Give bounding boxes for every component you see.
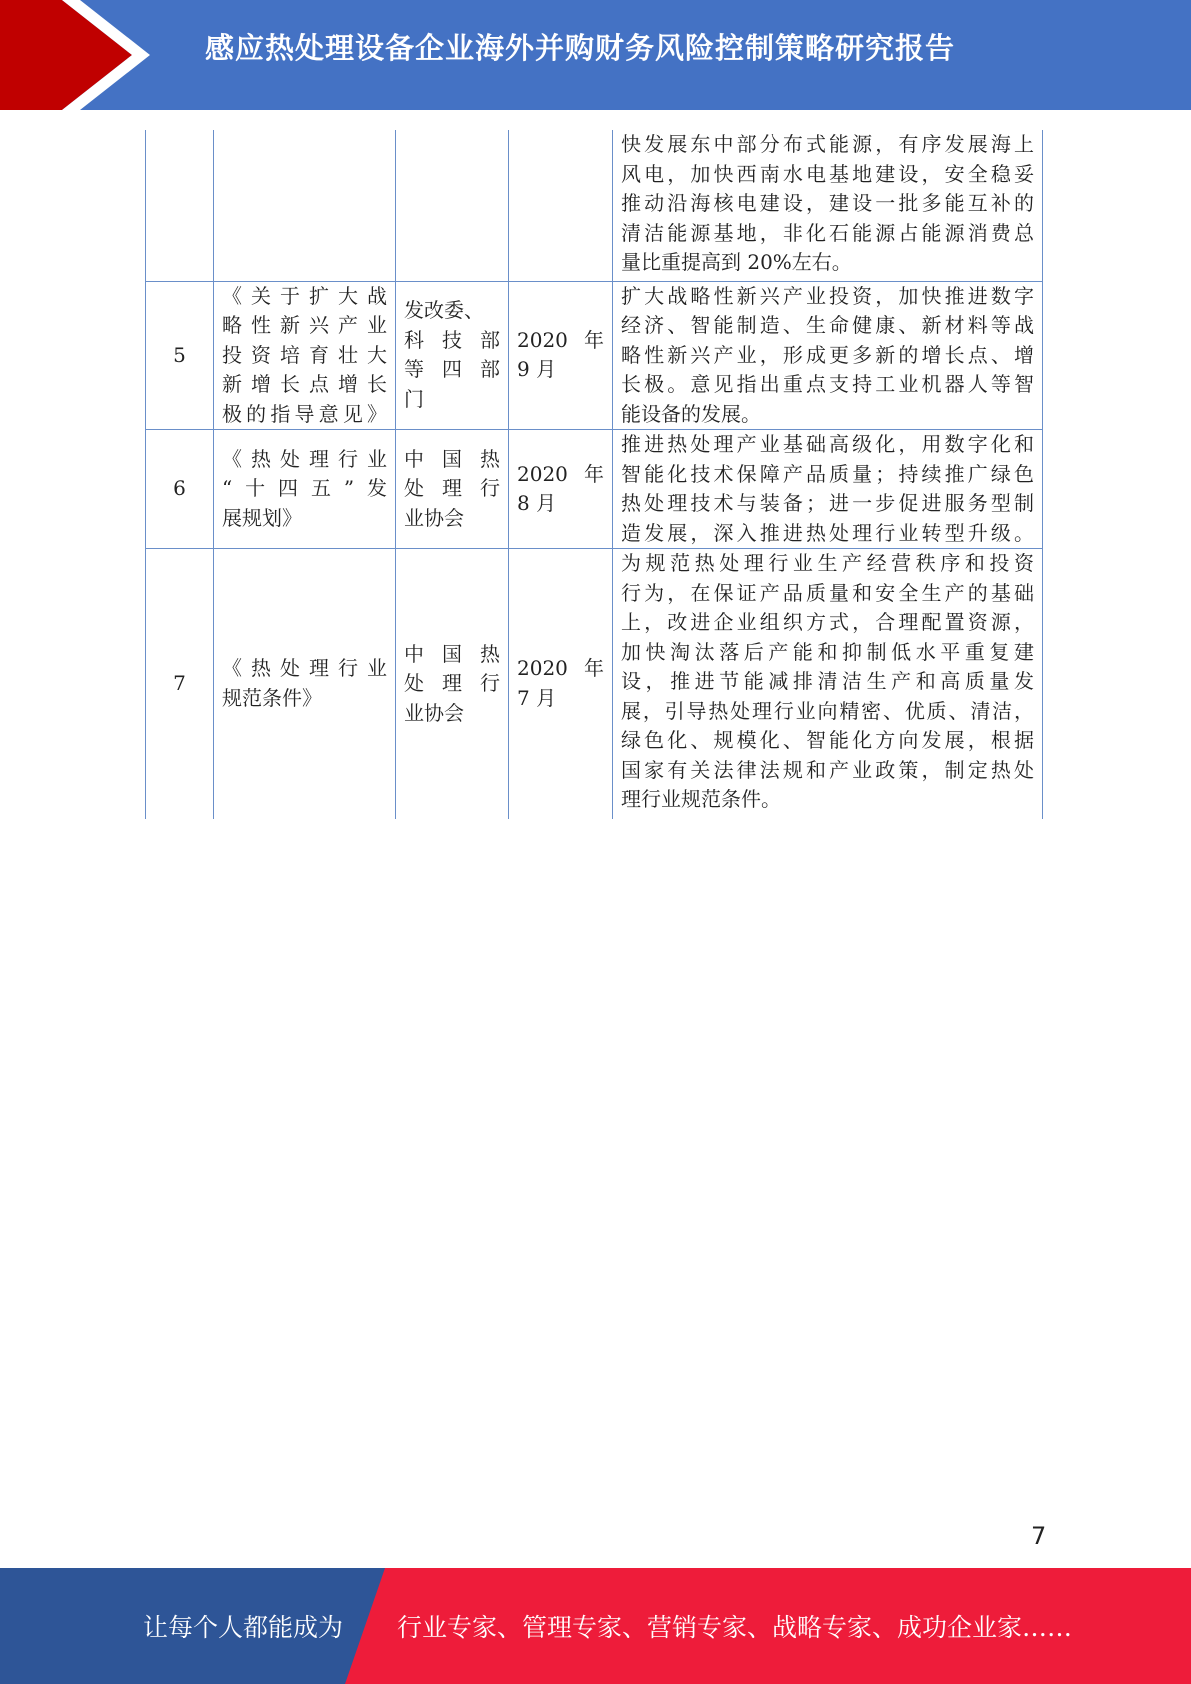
name-line: “十四五”发: [222, 476, 387, 501]
name-cell: [214, 549, 396, 819]
dept-cell: [396, 281, 509, 430]
desc-line: 清洁能源基地，非化石能源占能源消费总: [621, 220, 1034, 245]
name-line: 新增长点增长: [222, 372, 387, 396]
desc-line: 略性新兴产业，形成更多新的增长点、增: [621, 342, 1034, 367]
date-cell: [509, 130, 613, 281]
desc-line: 推进热处理产业基础高级化，用数字化和: [621, 432, 1034, 456]
no-cell: 5: [146, 281, 214, 430]
desc-line: 扩大战略性新兴产业投资，加快推进数字: [621, 283, 1034, 308]
desc-line: 风电，加快西南水电基地建设，安全稳妥: [621, 161, 1034, 186]
no-cell: 6: [146, 430, 214, 549]
desc-line: 国家有关法律法规和产业政策，制定热处: [621, 757, 1034, 782]
desc-cell: [613, 549, 1043, 819]
table-row: [146, 281, 1043, 430]
footer-slogan-left: 让每个人都能成为: [143, 1613, 344, 1642]
policy-table: [145, 130, 1043, 819]
table-row: [146, 430, 1043, 549]
date-line: 7 月: [517, 685, 557, 710]
desc-line: 推动沿海核电建设，建设一批多能互补的: [621, 191, 1034, 215]
name-line: 《关于扩大战: [222, 283, 387, 308]
no-cell: 7: [146, 549, 214, 819]
name-line: 展规划》: [222, 505, 302, 530]
desc-line: 能设备的发展。: [621, 401, 761, 426]
desc-cell: [613, 281, 1043, 430]
dept-line: 发改委、: [404, 298, 484, 323]
dept-line: 门: [404, 386, 424, 411]
table-row: [146, 549, 1043, 819]
page-footer: [0, 1568, 1191, 1684]
name-cell: [214, 130, 396, 281]
header-arrow-decoration: [0, 0, 220, 110]
no-cell: [146, 130, 214, 281]
desc-line: 加快淘汰落后产能和抑制低水平重复建: [621, 639, 1034, 664]
name-line: 《热处理行业: [222, 446, 387, 471]
dept-line: 业协会: [404, 700, 464, 725]
desc-line: 设，推进节能减排清洁生产和高质量发: [621, 669, 1034, 693]
desc-cell: [613, 430, 1043, 549]
name-line: 《热处理行业: [222, 656, 387, 681]
dept-line: 业协会: [404, 505, 464, 530]
dept-cell: [396, 430, 509, 549]
date-line: 2020 年: [517, 656, 604, 681]
date-line: 2020 年: [517, 327, 604, 352]
date-cell: [509, 549, 613, 819]
dept-line: 处理行: [404, 476, 500, 501]
desc-line: 造发展，深入推进热处理行业转型升级。: [621, 520, 1034, 545]
dept-cell: [396, 130, 509, 281]
dept-line: 处理行: [404, 671, 500, 695]
name-line: 极的指导意见》: [222, 401, 387, 426]
date-line: 9 月: [517, 357, 557, 382]
page-header: [0, 0, 1191, 110]
date-line: 8 月: [517, 491, 557, 515]
name-line: 略性新兴产业: [222, 313, 387, 337]
date-cell: [509, 281, 613, 430]
report-title: 感应热处理设备企业海外并购财务风险控制策略研究报告: [205, 31, 956, 65]
date-cell: [509, 430, 613, 549]
name-cell: [214, 281, 396, 430]
dept-line: 等四部: [404, 357, 500, 382]
footer-slogan-right: 行业专家、管理专家、营销专家、战略专家、成功企业家……: [397, 1613, 1073, 1642]
desc-line: 长极。意见指出重点支持工业机器人等智: [621, 372, 1034, 396]
name-line: 投资培育壮大: [222, 342, 387, 367]
name-line: 规范条件》: [222, 685, 322, 710]
dept-line: 中国热: [404, 641, 500, 666]
desc-line: 热处理技术与装备；进一步促进服务型制: [621, 491, 1034, 515]
desc-line: 行为，在保证产品质量和安全生产的基础: [621, 580, 1034, 605]
table-row-continued: [146, 130, 1043, 281]
name-cell: [214, 430, 396, 549]
desc-line: 快发展东中部分布式能源，有序发展海上: [621, 132, 1034, 156]
desc-cell: [613, 130, 1043, 281]
page-number: 7: [1031, 1522, 1047, 1550]
desc-line: 智能化技术保障产品质量；持续推广绿色: [621, 461, 1034, 486]
desc-line: 上，改进企业组织方式，合理配置资源，: [621, 610, 1034, 634]
dept-cell: [396, 549, 509, 819]
dept-line: 中国热: [404, 446, 500, 471]
desc-line: 为规范热处理行业生产经营秩序和投资: [621, 551, 1034, 575]
desc-line: 量比重提高到 20%左右。: [621, 250, 852, 274]
dept-line: 科技部: [404, 327, 500, 352]
desc-line: 理行业规范条件。: [621, 787, 781, 811]
desc-line: 经济、智能制造、生命健康、新材料等战: [621, 313, 1034, 337]
desc-line: 绿色化、规模化、智能化方向发展，根据: [621, 728, 1034, 752]
desc-line: 展，引导热处理行业向精密、优质、清洁，: [621, 698, 1034, 723]
date-line: 2020 年: [517, 461, 604, 486]
